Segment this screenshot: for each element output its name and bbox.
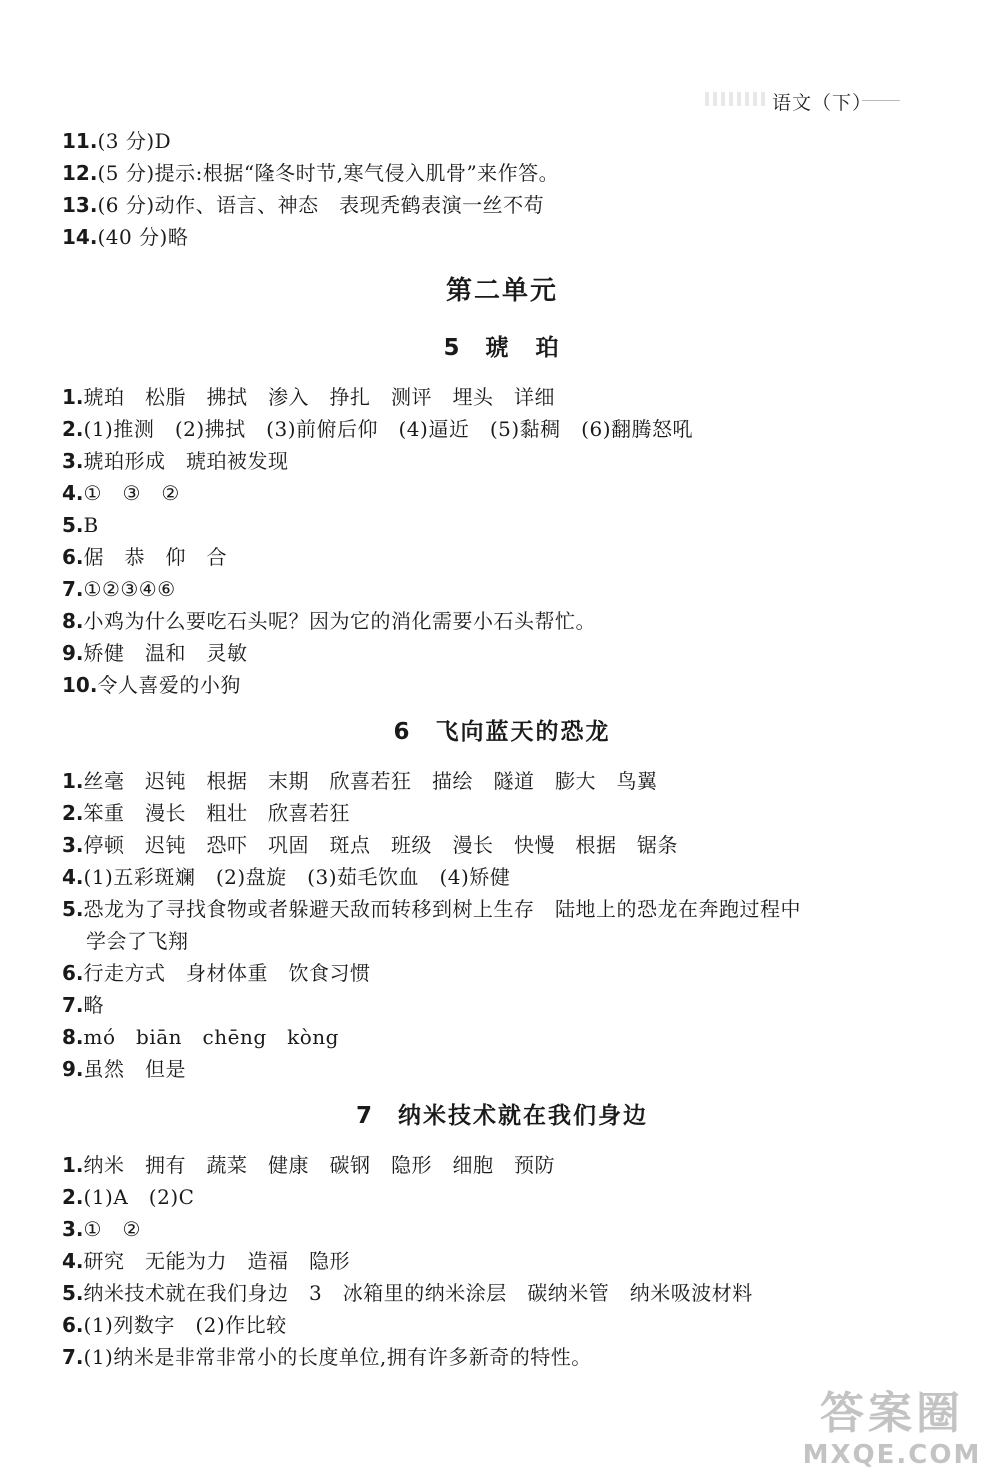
answer-item: 7.(1)纳米是非常非常小的长度单位,拥有许多新奇的特性。 — [62, 1345, 592, 1369]
unit1-tail-answers — [62, 125, 942, 253]
answer-item: 4.① ③ ② — [62, 481, 180, 505]
answer-item: 9.矫健 温和 灵敏 — [62, 641, 248, 665]
lesson-title-5: 5 琥 珀 — [443, 335, 561, 361]
answer-item: 8.mó biān chēng kòng — [62, 1025, 339, 1049]
answer-item-continuation: 学会了飞翔 — [86, 929, 189, 953]
answer-item: 2.笨重 漫长 粗壮 欣喜若狂 — [62, 801, 351, 825]
answer-item: 6.行走方式 身材体重 饮食习惯 — [62, 961, 371, 985]
lesson-title-6: 6 飞向蓝天的恐龙 — [393, 719, 611, 745]
answer-item: 2.(1)A (2)C — [62, 1185, 195, 1209]
answer-item: 4.研究 无能为力 造福 隐形 — [62, 1249, 351, 1273]
watermark-logo-text: 答案圈 — [820, 1388, 964, 1439]
answer-item: 3.停顿 迟钝 恐吓 巩固 斑点 班级 漫长 快慢 根据 锯条 — [62, 833, 679, 857]
answer-item: 1.丝毫 迟钝 根据 末期 欣喜若狂 描绘 隧道 膨大 鸟翼 — [62, 769, 658, 793]
header-rule — [862, 100, 900, 101]
site-watermark — [792, 1388, 992, 1478]
watermark-url: MXQE.COM — [802, 1440, 982, 1470]
answer-item: 11.(3 分)D — [62, 129, 172, 153]
answer-item: 13.(6 分)动作、语言、神态 表现秃鹤表演一丝不苟 — [62, 193, 545, 217]
answer-item: 7.略 — [62, 993, 105, 1017]
answer-item: 5.纳米技术就在我们身边 3 冰箱里的纳米涂层 碳纳米管 纳米吸波材料 — [62, 1281, 753, 1305]
lesson5-answers — [62, 381, 942, 701]
answer-item: 6.(1)列数字 (2)作比较 — [62, 1313, 287, 1337]
subject-header: 语文（下） — [772, 92, 873, 114]
answer-item: 5.B — [62, 513, 99, 537]
answer-item: 6.倨 恭 仰 合 — [62, 545, 228, 569]
answer-item: 8.小鸡为什么要吃石头呢？因为它的消化需要小石头帮忙。 — [62, 609, 597, 633]
answer-item: 14.(40 分)略 — [62, 225, 189, 249]
answer-item: 5.恐龙为了寻找食物或者躲避天敌而转移到树上生存 陆地上的恐龙在奔跑过程中 — [62, 897, 802, 921]
answer-item: 2.(1)推测 (2)拂拭 (3)前俯后仰 (4)逼近 (5)黏稠 (6)翻腾怒吼 — [62, 417, 693, 441]
answer-content — [62, 125, 942, 1373]
answer-item: 1.琥珀 松脂 拂拭 渗入 挣扎 测评 埋头 详细 — [62, 385, 556, 409]
answer-item: 9.虽然 但是 — [62, 1057, 187, 1081]
answer-item: 10.令人喜爱的小狗 — [62, 673, 241, 697]
unit-title: 第二单元 — [445, 276, 558, 306]
lesson6-answers — [62, 765, 942, 1085]
lesson7-answers — [62, 1149, 942, 1373]
answer-item: 7.①②③④⑥ — [62, 577, 176, 601]
answer-item: 4.(1)五彩斑斓 (2)盘旋 (3)茹毛饮血 (4)矫健 — [62, 865, 511, 889]
lesson-title-7: 7 纳米技术就在我们身边 — [355, 1103, 648, 1129]
answer-item: 3.琥珀形成 琥珀被发现 — [62, 449, 289, 473]
answer-item: 3.① ② — [62, 1217, 141, 1241]
answer-item: 12.(5 分)提示:根据“隆冬时节,寒气侵入肌骨”来作答。 — [62, 161, 560, 185]
answer-item: 1.纳米 拥有 蔬菜 健康 碳钢 隐形 细胞 预防 — [62, 1153, 556, 1177]
header-decoration — [705, 92, 765, 106]
